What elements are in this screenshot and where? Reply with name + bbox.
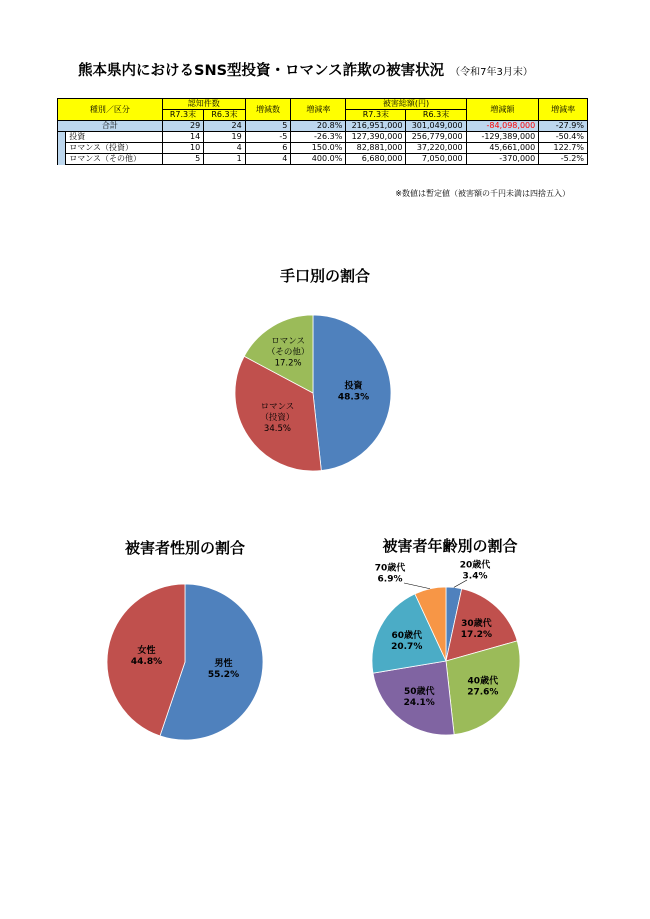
cell-total-cd: 5 [245,121,291,132]
cell-total-label: 合計 [58,121,163,132]
cell-a7: 127,390,000 [346,132,406,143]
cell-total-c6: 24 [204,121,245,132]
pie-chart-method [233,313,393,473]
cell-a6: 256,779,000 [406,132,466,143]
cell-row-label: 投資 [66,132,162,143]
slice-category-label: 40歳代 [467,676,499,687]
slice-value-label: 27.6% [467,687,499,698]
cell-c7: 5 [162,154,203,165]
cell-c7: 14 [162,132,203,143]
cell-ar: 122.7% [539,143,588,154]
cell-row-label: ロマンス（投資） [66,143,162,154]
slice-value-label: 17.2% [460,630,493,641]
cell-total-a6: 301,049,000 [406,121,466,132]
cell-total-cr: 20.8% [291,121,346,132]
slice-value-label: 34.5% [263,424,291,435]
header-count-r7: R7.3末 [162,110,203,121]
cell-ar: -5.2% [539,154,588,165]
header-amount-rate: 増減率 [539,99,588,121]
slice-category-label: 30歳代 [461,619,492,630]
cell-cd: -5 [245,132,291,143]
header-count-r6: R6.3末 [204,110,245,121]
leader-line [404,583,430,589]
slice-value-label: 6.9% [377,574,403,585]
slice-category-label: 20歳代 [459,560,491,571]
chart-title-age: 被害者年齢別の割合 [382,537,518,555]
chart-title-gender: 被害者性別の割合 [124,539,245,557]
slice-category-label: 女性 [137,646,156,657]
title-text: 熊本県内におけるSNS型投資・ロマンス詐欺の被害状況 [78,63,445,79]
header-amount-group: 被害総額(円) [346,99,466,110]
row-group-marker [58,132,66,165]
header-category: 種別／区分 [58,99,163,121]
slice-category-label: （その他） [266,347,310,358]
slice-category-label: ロマンス [260,402,295,413]
slice-category-label: 50歳代 [403,686,435,697]
cell-total-a7: 216,951,000 [346,121,406,132]
cell-c7: 10 [162,143,203,154]
slice-value-label: 17.2% [274,358,302,369]
cell-ad: 45,661,000 [466,143,539,154]
slice-value-label: 24.1% [403,697,435,708]
cell-ad: -370,000 [466,154,539,165]
table-note: ※数値は暫定値（被害額の千円未満は四捨五入） [395,189,570,198]
header-count-group: 認知件数 [162,99,245,110]
title-subtitle: （令和7年3月末） [450,67,533,78]
table-row-total [58,121,588,132]
slice-category-label: （投資） [260,413,295,424]
cell-total-c7: 29 [162,121,203,132]
pie-chart-gender [105,582,265,742]
cell-cr: 400.0% [291,154,346,165]
cell-c6: 19 [204,132,245,143]
header-amount-r6: R6.3末 [406,110,466,121]
pie-chart-age [370,560,522,737]
header-count-rate: 増減率 [291,99,346,121]
damage-stats-table [57,98,588,165]
table-row [58,143,588,154]
cell-ad: -129,389,000 [466,132,539,143]
cell-cr: 150.0% [291,143,346,154]
page-title [78,59,533,80]
slice-category-label: ロマンス [271,336,305,347]
cell-a7: 82,881,000 [346,143,406,154]
cell-cr: -26.3% [291,132,346,143]
slice-value-label: 44.8% [130,657,163,668]
cell-total-ad: -84,098,000 [466,121,539,132]
slice-category-label: 70歳代 [374,563,406,574]
cell-a6: 7,050,000 [406,154,466,165]
slice-category-label: 男性 [214,658,233,669]
chart-title-method: 手口別の割合 [279,267,370,285]
slice-value-label: 55.2% [207,669,240,680]
slice-category-label: 投資 [344,381,363,392]
cell-cd: 4 [245,154,291,165]
header-amount-diff: 増減額 [466,99,539,121]
header-count-diff: 増減数 [245,99,291,121]
cell-c6: 4 [204,143,245,154]
cell-ar: -50.4% [539,132,588,143]
cell-a7: 6,680,000 [346,154,406,165]
table-row [58,154,588,165]
cell-a6: 37,220,000 [406,143,466,154]
slice-value-label: 20.7% [391,641,423,652]
header-amount-r7: R7.3末 [346,110,406,121]
cell-row-label: ロマンス（その他） [66,154,162,165]
cell-total-ar: -27.9% [539,121,588,132]
cell-c6: 1 [204,154,245,165]
table-header-row [58,99,588,110]
slice-category-label: 60歳代 [391,630,423,641]
cell-cd: 6 [245,143,291,154]
slice-value-label: 3.4% [462,571,488,582]
table-row [58,132,588,143]
slice-value-label: 48.3% [337,392,370,403]
